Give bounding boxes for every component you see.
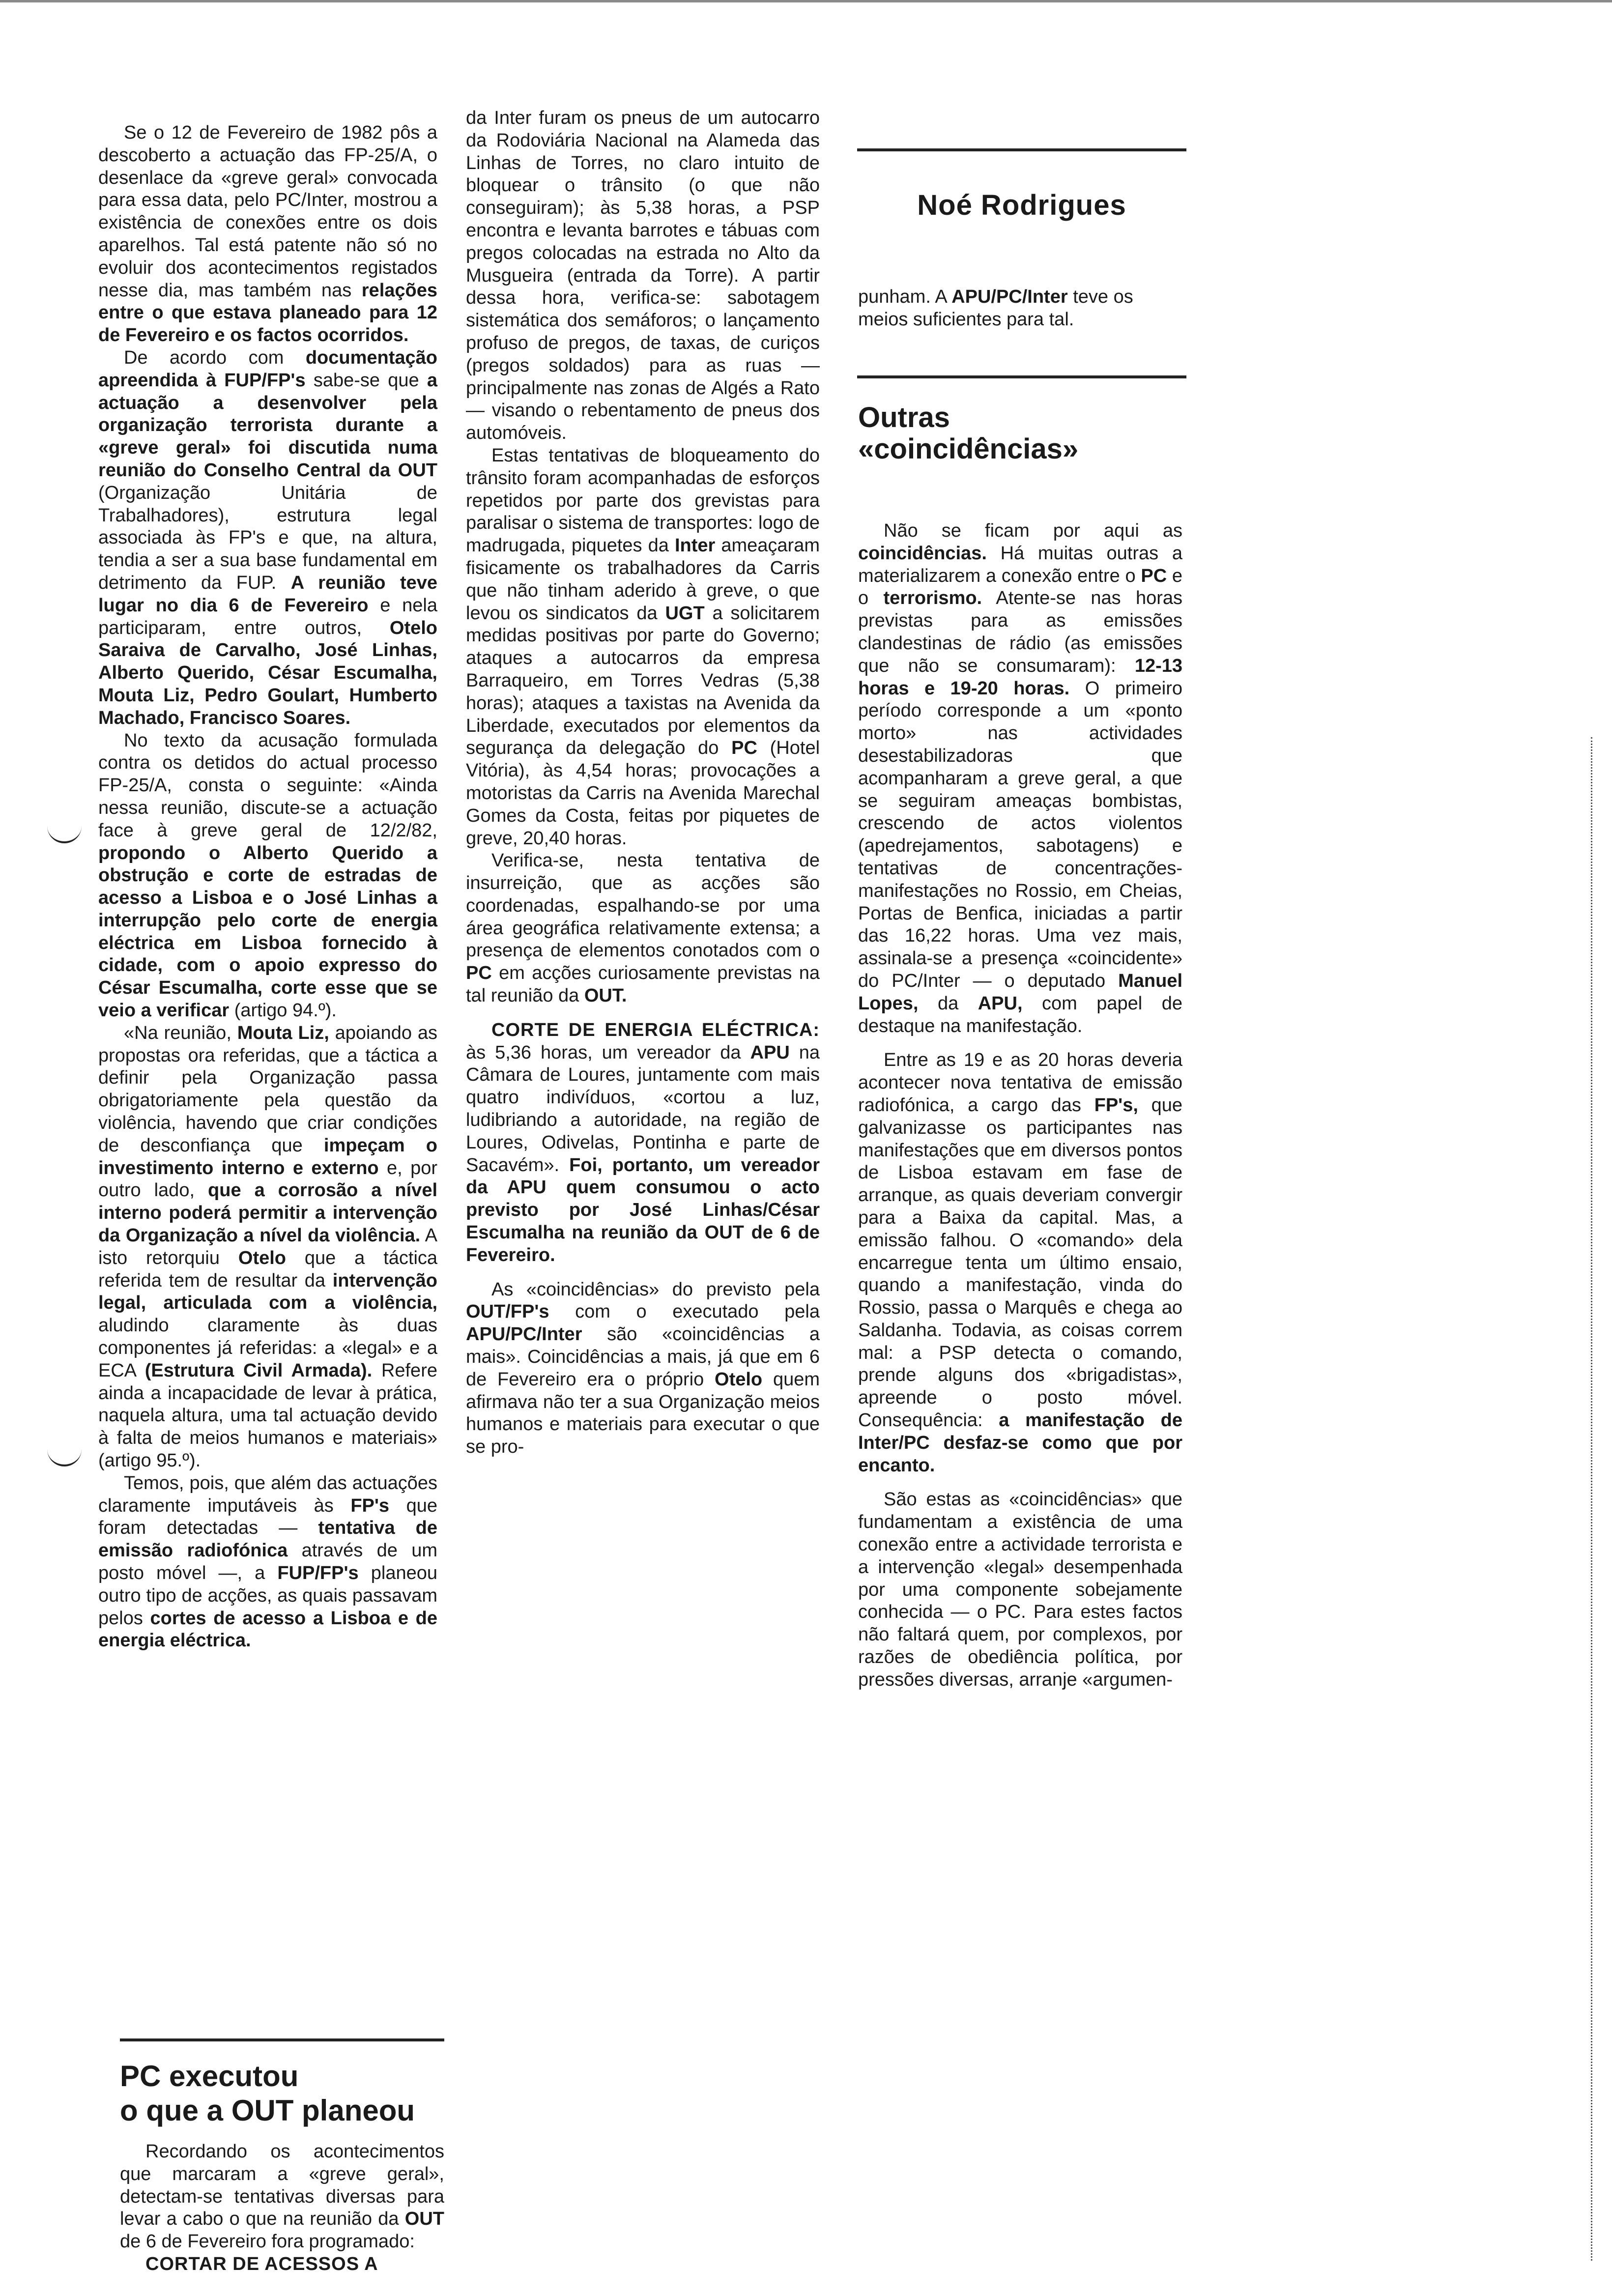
col1-p5-text: Temos, pois, que além das actuações claramente imputáveis às (98, 1472, 437, 1516)
col1-p4-rest5: aludindo claramente às duas componentes já referidas: a «legal» e a ECA (98, 1315, 437, 1381)
col1-section-p2-caps: CORTAR DE ACESSOS A (145, 2253, 378, 2274)
col2-p5-bold3: Otelo (715, 1369, 763, 1390)
col2-p4-b: na Câmara de Loures, juntamente com mais quatro indivíduos, «cortou a luz, ludibriando a autoridade, na região de Loures, Odivelas, Pontinha e parte de Sacavém». (466, 1042, 820, 1176)
col3-section-heading (858, 402, 1182, 465)
col3-p1-a: Não se ficam por aqui as (884, 520, 1182, 541)
col1-p1-text: Se o 12 de Fevereiro de 1982 pôs a descoberto a actuação das FP-25/A, o desenlace da «greve geral» convocada para essa data, pelo PC/Inter, mostrou a existência de conexões entre os dois aparelhos. Tal está patente não só no evoluir dos acontecimentos registados nesse dia, mas também nas (98, 122, 437, 301)
col2-p5-c: são «coincidências a mais». Coincidências a mais, já que em 6 de Fevereiro era o próprio (466, 1324, 820, 1390)
col1-paragraph-1 (98, 122, 437, 347)
col1-p4-bold5: intervenção legal, articulada com a violência, (98, 1270, 437, 1314)
col2-p4-caps: CORTE DE ENERGIA ELÉCTRICA: (491, 1019, 820, 1040)
col1-p1-bold: relações entre o que estava planeado para 12 de Fevereiro e os factos ocorridos. (98, 280, 437, 346)
col2-p2-b: ameaçaram fisicamente os trabalhadores da Carris que não tinham aderido à greve, o que levou os sindicatos da (466, 535, 820, 624)
column-3 (858, 520, 1182, 1692)
col3-p1-bold2: PC (1141, 565, 1167, 586)
margin-mark (47, 822, 82, 843)
col1-p4-text: «Na reunião, (124, 1022, 231, 1043)
col3-section-title-line1: Outras (858, 402, 950, 433)
col3-paragraph-2 (858, 1049, 1182, 1477)
col1-section-paragraph-1 (120, 2141, 444, 2253)
col1-p2-bold4: Otelo Saraiva de Carvalho, José Linhas, Alberto Querido, César Escumalha, Mouta Liz, Pedro Goulart, Humberto Machado, Francisco Soares. (98, 617, 438, 728)
col1-paragraph-3 (98, 730, 437, 1022)
col1-p4-bold3: que a corrosão a nível interno poderá permitir a intervenção da Organização a nível da violência. (98, 1180, 438, 1246)
col1-p4-rest1: apoiando as propostas ora referidas, que a táctica a definir pela Organização passa obrigatoriamente pela questão da violência, havendo que criar condições de desconfiança que (98, 1022, 438, 1156)
col2-p2-c: a solicitarem medidas positivas por parte do Governo; ataques a autocarros da empresa Barraqueiro, em Torres Vedras (5,38 horas); ataques a taxistas na Avenida da Liberdade, executados por elementos da segurança da delegação do (466, 603, 820, 759)
col2-p4-bold1: APU (750, 1042, 790, 1063)
byline-box (857, 148, 1186, 222)
col1-p2-mid: sabe-se que (313, 370, 419, 391)
col1-p5-bold2: tentativa de emissão radiofónica (98, 1518, 438, 1561)
byline-rule-top (857, 148, 1186, 151)
col1-p5-rest1: que foram detectadas — (98, 1495, 437, 1539)
col2-p4-a: às 5,36 horas, um vereador da (466, 1042, 741, 1063)
col2-p5-d: quem afirmava não ter a sua Organização meios humanos e materiais para executar o que se pro- (466, 1369, 820, 1458)
col1-p2-rest2: e nela participaram, entre outros, (98, 595, 438, 638)
col1-p2-text: De acordo com (124, 347, 284, 368)
col1-p4-rest4: que a táctica referida tem de resultar da (98, 1247, 438, 1291)
col3-p1-f: da (937, 993, 959, 1014)
col1-paragraph-2 (98, 347, 437, 730)
col1-section-paragraph-2 (120, 2253, 444, 2276)
col2-p3-bold2: OUT. (584, 985, 627, 1006)
col3-section-title-line2: «coincidências» (858, 433, 1079, 465)
col3-p2-c: Consequência: (858, 1410, 983, 1431)
col3-p2-a: Entre as 19 e as 20 horas deveria acontecer nova tentativa de emissão radiofónica, a cargo das (858, 1050, 1182, 1116)
col3-p1-g: com papel de destaque na manifestação. (858, 993, 1182, 1036)
col1-section-title-line2: o que a OUT planeou (120, 2094, 415, 2127)
col2-p5-a: As «coincidências» do previsto pela (491, 1279, 820, 1300)
col1-p4-bold2: impeçam o investimento interno e externo (98, 1135, 437, 1178)
col1-p4-bold4: Otelo (238, 1247, 287, 1268)
col3-intro-bold: APU/PC/Inter (951, 287, 1068, 307)
col2-paragraph-1: da Inter furam os pneus de um autocarro da Rodoviária Nacional na Alameda das Linhas de Torres, no claro intuito de bloquear o trânsito (o que não conseguiram); às 5,38 horas, a PSP encontra e levanta barrotes e tábuas com pregos colocadas na estrada no Alto da Musgueira (entrada da Torre). A partir dessa hora, verifica-se: sabotagem sistemática dos semáforos; o lançamento profuso de pregos, de taxas, de curiços (pregos soldados) para as ruas — principalmente nas zonas de Algés a Rato — visando o rebentamento de pneus dos automóveis. (466, 108, 820, 444)
col2-p4-bold2: Foi, portanto, um vereador da APU quem consumou o acto previsto por José Linhas/César Escumalha na reunião da OUT de 6 de Fevereiro. (466, 1154, 820, 1265)
col2-p2-a: Estas tentativas de bloqueamento do trânsito foram acompanhadas de esforços repetidos por parte dos grevistas para paralisar o sistema de transportes: logo de madrugada, piquetes da (466, 445, 820, 556)
col3-p1-bold4: 12-13 horas e 19-20 horas. (858, 655, 1183, 699)
col2-p3-a: Verifica-se, nesta tentativa de insurreição, que as acções são coordenadas, espalhando-se por uma área geográfica relativamente extensa; a presença de elementos conotados com o (466, 850, 820, 961)
col2-paragraph-5 (466, 1279, 820, 1459)
col2-p2-bold2: UGT (665, 603, 705, 624)
col1-p4-bold6: (Estrutura Civil Armada). (144, 1360, 373, 1381)
col1-p4-rest6: Refere ainda a incapacidade de levar à prática, naquela altura, uma tal actuação devido à falta de meios humanos e materiais» (artigo 95.º). (98, 1360, 437, 1471)
col1-p4-bold1: Mouta Liz, (237, 1022, 329, 1043)
margin-mark (47, 1445, 82, 1466)
col1-section-body (120, 2141, 444, 2276)
col2-p2-bold1: Inter (674, 535, 716, 556)
col3-intro (858, 286, 1182, 331)
top-rule (0, 0, 1612, 2)
column-2 (466, 107, 820, 1459)
col1-p5-rest3: planeou outro tipo de acções, as quais passavam pelos (98, 1563, 438, 1629)
col3-p1-bold5: Manuel Lopes, (858, 970, 1182, 1014)
col1-section-p1-bold: OUT (404, 2209, 445, 2230)
col1-section-p1-b: de 6 de Fevereiro fora programado: (120, 2231, 415, 2252)
col2-p2-d: (Hotel Vitória), às 4,54 horas; provocações a motoristas da Carris na Avenida Marechal Gomes da Costa, feitas por piquetes de greve, 20,40 horas. (466, 738, 820, 849)
col2-p2-bold3: PC (731, 738, 757, 759)
col1-p5-rest2: através de um posto móvel —, a (98, 1540, 437, 1583)
col3-p1-bold1: coincidências. (858, 543, 987, 564)
col1-p2-bold3: A reunião teve lugar no dia 6 de Fevereiro (98, 572, 438, 616)
col1-p2-bold2: a actuação a desenvolver pela organização terrorista durante a «greve geral» foi discutida numa reunião do Conselho Central da OUT (98, 370, 438, 481)
col1-p4-rest2: e, por outro lado, (98, 1157, 438, 1201)
col3-paragraph-3: São estas as «coincidências» que fundamentam a existência de uma conexão entre a actividade terrorista e a intervenção «legal» desempenhada por uma componente sobejamente conhecida — o PC. Para estes factos não faltará quem, por complexos, por razões de obediência política, por pressões diversas, arranje «argumen- (858, 1489, 1182, 1690)
col1-p3-text: No texto da acusação formulada contra os detidos do actual processo FP-25/A, consta o seguinte: «Ainda nessa reunião, discute-se a actuação face à greve geral de 12/2/82, (98, 730, 437, 841)
col3-p1-d: Atente-se nas horas previstas para as emissões clandestinas de rádio (as emissões que não se consumaram): (858, 588, 1183, 676)
col3-intro-b: teve os meios suficientes para tal. (858, 287, 1133, 330)
col1-section-heading (120, 2059, 464, 2128)
binding-edge (1591, 737, 1597, 2261)
col2-p3-bold1: PC (466, 963, 492, 984)
col3-intro-a: punham. A (858, 287, 947, 307)
col2-paragraph-3 (466, 850, 820, 1007)
column-1 (98, 122, 437, 1652)
col3-p1-b: Há muitas outras a materializarem a conexão entre o (858, 543, 1182, 586)
col2-paragraph-4 (466, 1019, 820, 1267)
col1-section-title-line1: PC executou (120, 2060, 299, 2093)
col2-paragraph-2 (466, 445, 820, 850)
byline-rule-bottom (857, 375, 1186, 378)
col2-p5-b: com o executado pela (575, 1301, 820, 1322)
col1-p5-bold4: cortes de acesso a Lisboa e de energia eléctrica. (98, 1607, 437, 1651)
col2-p5-bold2: APU/PC/Inter (466, 1324, 582, 1345)
col3-paragraph-1 (858, 520, 1182, 1037)
byline: Noé Rodrigues (917, 189, 1126, 221)
col2-p5-bold1: OUT/FP's (466, 1301, 549, 1322)
col1-section-rule (120, 2038, 444, 2041)
col1-paragraph-5 (98, 1472, 437, 1652)
col1-paragraph-4 (98, 1022, 437, 1472)
col3-p1-bold6: APU, (978, 993, 1023, 1014)
col1-p3-rest: (artigo 94.º). (234, 1000, 337, 1021)
col2-p3-b: em acções curiosamente previstas na tal reunião da (466, 963, 820, 1006)
col1-p3-bold: propondo o Alberto Querido a obstrução e corte de estradas de acesso a Lisboa e o José Linhas a interrupção pelo corte de energia eléctrica em Lisboa fornecido à cidade, com o apoio expresso do César Escumalha, corte esse que se veio a verificar (98, 842, 437, 1021)
col3-p2-b: que galvanizasse os participantes nas manifestações que em diversos pontos de Lisboa estavam em fase de arranque, as quais deveriam convergir para a Baixa da capital. Mas, a emissão falhou. O «comando» dela encarregue tenta um último ensaio, quando a manifestação, vinda do Rossio, passa o Marquês e chega ao Saldanha. Todavia, as coisas correm mal: a PSP detecta o comando, prende alguns dos «brigadistas», apreende o posto móvel. (858, 1094, 1183, 1408)
col3-p1-e: O primeiro período corresponde a um «ponto morto» nas actividades desestabilizadoras que acompanharam a greve geral, a que se seguiram ameaças bombistas, crescendo de actos violentos (apedrejamentos, sabotagens) e tentativas de concentrações-manifestações no Rossio, em Cheias, Portas de Benfica, iniciadas a partir das 16,22 horas. Uma vez mais, assinala-se a presença «coincidente» do PC/Inter — o deputado (858, 678, 1182, 991)
col1-p5-bold3: FUP/FP's (277, 1563, 359, 1583)
col1-section-p1-a: Recordando os acontecimentos que marcaram a «greve geral», detectam-se tentativas diversas para levar a cabo o que na reunião da (120, 2141, 444, 2230)
col3-p2-bold1: FP's, (1094, 1094, 1138, 1116)
col3-p1-bold3: terrorismo. (883, 588, 982, 609)
col1-p2-bold1: documentação apreendida à FUP/FP's (98, 347, 438, 391)
col1-p2-rest: (Organização Unitária de Trabalhadores), estrutura legal associada às FP's e que, na altura, tendia a ser a sua base fundamental em detrimento da FUP. (98, 482, 437, 593)
col1-p5-bold1: FP's (350, 1495, 390, 1516)
col3-p1-c: e o (858, 565, 1183, 609)
col3-p2-bold2: a manifestação de Inter/PC desfaz-se como que por encanto. (858, 1410, 1183, 1476)
col1-p4-rest3: A isto retorquiu (98, 1225, 437, 1268)
